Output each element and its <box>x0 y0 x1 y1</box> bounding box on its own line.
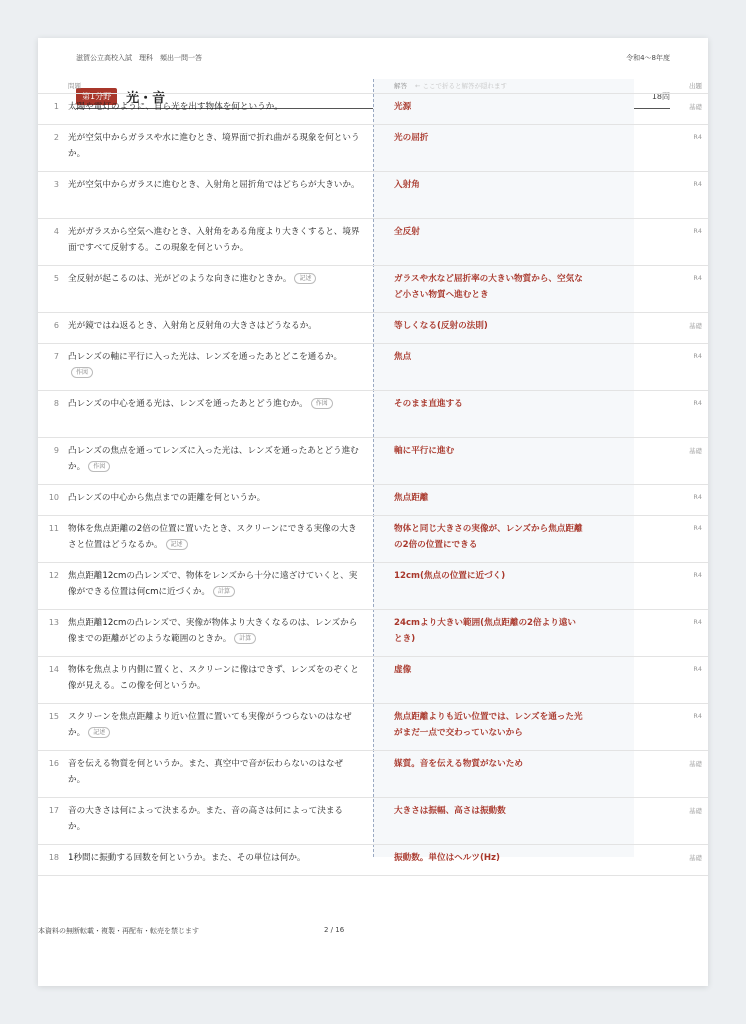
question-number: 1 <box>53 102 59 111</box>
document-title: 滋賀公立高校入試 理科 頻出一問一答 <box>76 54 202 62</box>
answer-text: 焦点 <box>394 352 412 362</box>
question-label: 凸レンズの軸に平行に入った光は、レンズを通ったあとどこを通るか。 <box>68 352 343 362</box>
source-year: R4 <box>693 227 702 235</box>
answer-text: 媒質。音を伝える物質がないため <box>394 759 523 769</box>
question-type-tag: 作図 <box>71 367 93 378</box>
question-number: 17 <box>48 806 59 815</box>
question-label: 光が空気中からガラスに進むとき、入射角と屈折角ではどちらが大きいか。 <box>68 180 360 190</box>
answer-text: 振動数。単位はヘルツ(Hz) <box>394 853 500 863</box>
question-number: 7 <box>53 352 59 361</box>
question-text <box>68 397 360 413</box>
table-row <box>38 93 708 124</box>
question-text <box>68 757 360 788</box>
question-text <box>68 272 360 288</box>
question-text <box>68 131 360 162</box>
table-row <box>38 656 708 703</box>
table-row <box>38 343 708 390</box>
question-label: 光がガラスから空気へ進むとき、入射角をある角度より大きくすると、境界面ですべて反射する。この現象を何というか。 <box>68 227 360 253</box>
question-label: 物体を焦点より内側に置くと、スクリーンに像はできず、レンズをのぞくと像が見える。この像を何というか。 <box>68 665 359 691</box>
question-label: スクリーンを焦点距離より近い位置に置いても実像がうつらないのはなぜか。 <box>68 712 352 738</box>
question-label: 太陽や電灯のように、自ら光を出す物体を何というか。 <box>68 102 283 112</box>
source-year: 基礎 <box>689 760 702 768</box>
fold-hint: ← ここで折ると解答が隠れます <box>415 82 508 90</box>
question-text <box>68 444 360 475</box>
column-header-source: 出題 <box>689 82 702 90</box>
page-header <box>76 53 670 63</box>
table-row <box>38 484 708 515</box>
copyright-notice: 本資料の無断転載・複製・再配布・転売を禁じます <box>38 927 199 935</box>
table-row <box>38 750 708 797</box>
answer-text: 軸に平行に進む <box>394 446 455 456</box>
source-year: R4 <box>693 712 702 720</box>
question-table <box>38 93 708 876</box>
answer-text: 全反射 <box>394 227 420 237</box>
source-year: R4 <box>693 665 702 673</box>
question-number: 6 <box>53 321 59 330</box>
question-label: 光が空気中からガラスや水に進むとき、境界面で折れ曲がる現象を何というか。 <box>68 133 360 159</box>
answer-text: 大きさは振幅、高さは振動数 <box>394 806 506 816</box>
source-year: 基礎 <box>689 103 702 111</box>
question-type-tag: 記述 <box>88 727 110 738</box>
source-year: 基礎 <box>689 447 702 455</box>
answer-text: そのまま直進する <box>394 399 463 409</box>
answer-header-label: 解答 <box>394 82 407 90</box>
question-text <box>68 616 360 647</box>
table-row <box>38 218 708 265</box>
source-year: 基礎 <box>689 854 702 862</box>
question-number: 2 <box>53 133 59 142</box>
question-text <box>68 319 360 335</box>
question-label: 1秒間に振動する回数を何というか。また、その単位は何か。 <box>68 853 306 863</box>
source-year: R4 <box>693 352 702 360</box>
question-number: 9 <box>53 446 59 455</box>
question-type-tag: 作図 <box>88 461 110 472</box>
unit-badge: 第1分野 <box>76 88 117 105</box>
source-year: R4 <box>693 493 702 501</box>
source-year: R4 <box>693 133 702 141</box>
question-count: 18問 <box>651 91 670 101</box>
question-text <box>68 100 360 116</box>
page-number: 2 / 16 <box>324 926 345 934</box>
question-type-tag: 計算 <box>213 586 235 597</box>
table-row <box>38 124 708 171</box>
question-number: 8 <box>53 399 59 408</box>
table-row <box>38 609 708 656</box>
question-label: 音を伝える物質を何というか。また、真空中で音が伝わらないのはなぜか。 <box>68 759 344 785</box>
table-row <box>38 390 708 437</box>
source-year: R4 <box>693 274 702 282</box>
answer-text: 12cm(焦点の位置に近づく) <box>394 571 506 581</box>
table-row <box>38 515 708 562</box>
table-row <box>38 562 708 609</box>
question-label: 全反射が起こるのは、光がどのような向きに進むときか。 <box>68 274 292 284</box>
question-number: 13 <box>48 618 59 627</box>
answer-text: 物体と同じ大きさの実像が、レンズから焦点距離の2倍の位置にできる <box>394 524 583 550</box>
question-number: 3 <box>53 180 59 189</box>
table-row <box>38 265 708 312</box>
source-year: R4 <box>693 180 702 188</box>
table-row <box>38 703 708 750</box>
question-number: 10 <box>48 493 59 502</box>
question-number: 12 <box>48 571 59 580</box>
question-text <box>68 804 360 835</box>
question-type-tag: 記述 <box>166 539 188 550</box>
source-year: 基礎 <box>689 807 702 815</box>
table-row <box>38 844 708 876</box>
question-text <box>68 663 360 694</box>
answer-text: ガラスや水など屈折率の大きい物質から、空気など小さい物質へ進むとき <box>394 274 583 300</box>
table-row <box>38 797 708 844</box>
question-text <box>68 491 360 507</box>
answer-text: 24cmより大きい範囲(焦点距離の2倍より遠いとき) <box>394 618 577 644</box>
question-text <box>68 178 360 194</box>
question-text <box>68 710 360 741</box>
question-type-tag: 作図 <box>311 398 333 409</box>
question-type-tag: 記述 <box>294 273 316 284</box>
question-number: 18 <box>48 853 59 862</box>
question-label: 焦点距離12cmの凸レンズで、物体をレンズから十分に遠ざけていくと、実像ができる位置は何cmに近づくか。 <box>68 571 358 597</box>
source-year: R4 <box>693 571 702 579</box>
question-text <box>68 851 360 867</box>
column-header-answer <box>394 81 507 90</box>
unit-title: 光・音 <box>126 90 166 106</box>
answer-text: 光の屈折 <box>394 133 429 143</box>
question-label: 凸レンズの焦点を通ってレンズに入った光は、レンズを通ったあとどう進むか。 <box>68 446 359 472</box>
answer-text: 入射角 <box>394 180 420 190</box>
source-year: R4 <box>693 524 702 532</box>
question-number: 14 <box>48 665 59 674</box>
table-row <box>38 312 708 343</box>
question-number: 16 <box>48 759 59 768</box>
table-row <box>38 437 708 484</box>
question-number: 11 <box>48 524 59 533</box>
question-label: 焦点距離12cmの凸レンズで、実像が物体より大きくなるのは、レンズから像までの距離がどのような範囲のときか。 <box>68 618 358 644</box>
question-text <box>68 225 360 256</box>
answer-text: 光源 <box>394 102 412 112</box>
answer-text: 虚像 <box>394 665 412 675</box>
question-number: 5 <box>53 274 59 283</box>
answer-text: 等しくなる(反射の法則) <box>394 321 488 331</box>
question-number: 15 <box>48 712 59 721</box>
question-label: 物体を焦点距離の2倍の位置に置いたとき、スクリーンにできる実像の大きさと位置はどうなるか。 <box>68 524 357 550</box>
question-text <box>68 350 360 381</box>
question-text <box>68 569 360 600</box>
answer-text: 焦点距離 <box>394 493 429 503</box>
source-year: 基礎 <box>689 322 702 330</box>
year-range: 令和4～8年度 <box>626 54 670 62</box>
question-number: 4 <box>53 227 59 236</box>
question-label: 音の大きさは何によって決まるか。また、音の高さは何によって決まるか。 <box>68 806 344 832</box>
question-text <box>68 522 360 553</box>
question-label: 光が鏡ではね返るとき、入射角と反射角の大きさはどうなるか。 <box>68 321 317 331</box>
question-label: 凸レンズの中心を通る光は、レンズを通ったあとどう進むか。 <box>68 399 308 409</box>
source-year: R4 <box>693 399 702 407</box>
table-row <box>38 171 708 218</box>
column-header-question: 問題 <box>68 82 81 90</box>
answer-text: 焦点距離よりも近い位置では、レンズを通った光がまだ一点で交わっていないから <box>394 712 583 738</box>
page-footer <box>38 926 708 936</box>
question-label: 凸レンズの中心から焦点までの距離を何というか。 <box>68 493 266 503</box>
source-year: R4 <box>693 618 702 626</box>
question-type-tag: 計算 <box>234 633 256 644</box>
table-header <box>38 79 708 93</box>
